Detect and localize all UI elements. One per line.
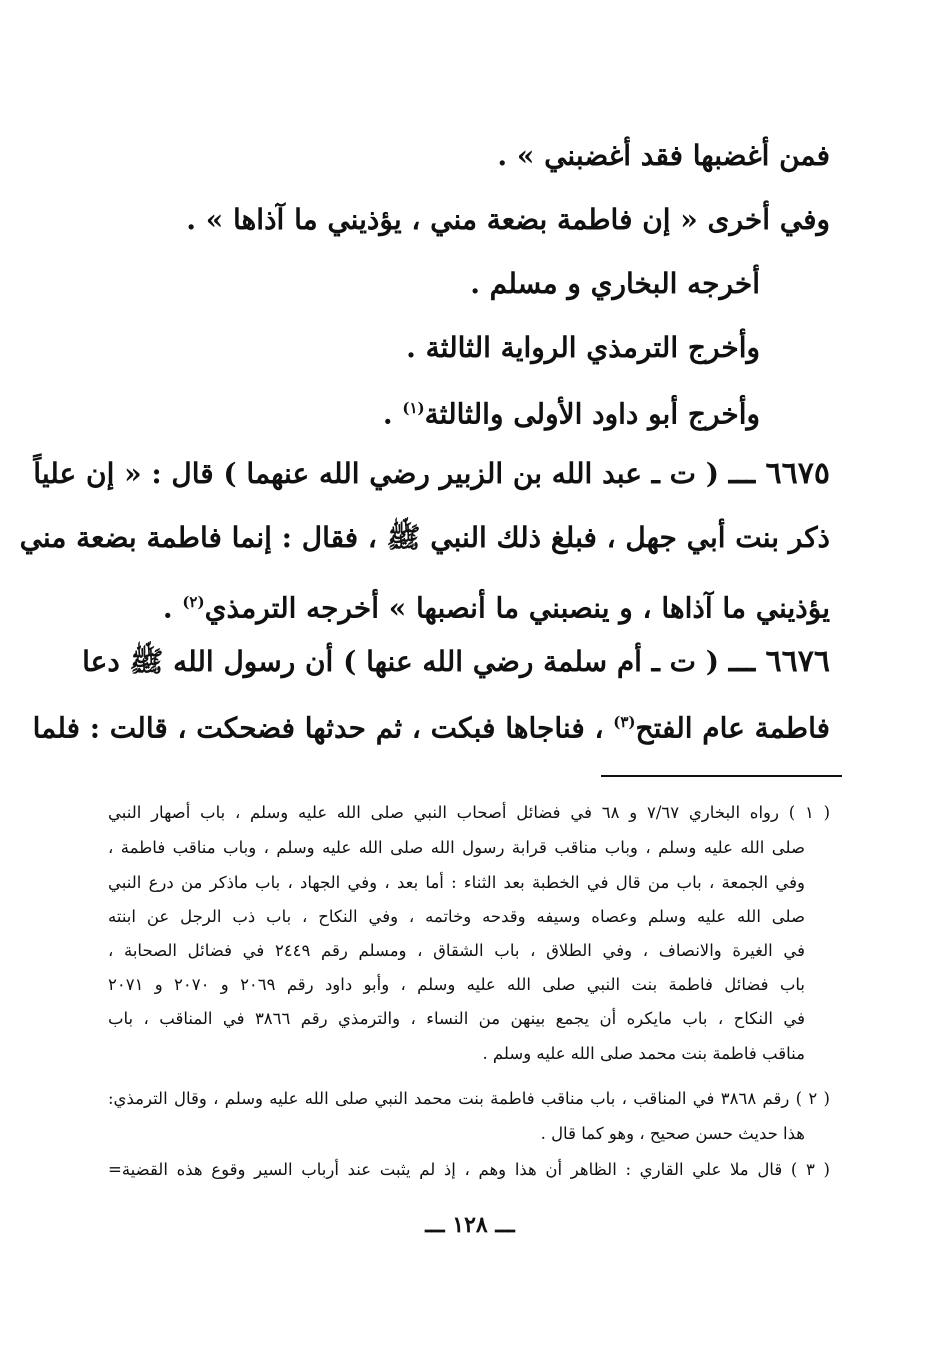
- hadith-6675-text-3: يؤذيني ما آذاها ، و ينصبني ما أنصبها » أخرجه الترمذي: [204, 591, 830, 625]
- hadith-6675-line-2: ذكر بنت أبي جهل ، فبلغ ذلك النبي ﷺ ، فقال : إنما فاطمة بضعة مني: [19, 521, 830, 554]
- footnote-1-line-6: باب فضائل فاطمة بنت النبي صلى الله عليه وسلم ، وأبو داود رقم ٢٠٦٩ و ٢٠٧٠ و ٢٠٧١: [108, 975, 805, 994]
- hadith-6675-line-3: [163, 582, 830, 628]
- footnote-1-line-4: صلى الله عليه وسلم وعصاه وسيفه وقدحه وخاتمه ، وفي النكاح ، باب ذب الرجل عن ابنته: [108, 907, 805, 926]
- hadith-number-6675: ٦٦٧٥ ـــ: [728, 456, 830, 491]
- footnote-2-line-1: ( ٢ ) رقم ٣٨٦٨ في المناقب ، باب مناقب فاطمة بنت محمد النبي صلى الله عليه وسلم ، وقال الترمذي:: [108, 1089, 830, 1108]
- body-line-5-text: وأخرج أبو داود الأولى والثالثة: [424, 397, 760, 431]
- footnote-2-line-2: هذا حديث حسن صحيح ، وهو كما قال .: [540, 1124, 805, 1143]
- footnote-3-line-1: ( ٣ ) قال ملا علي القاري : الظاهر أن هذا وهم ، إذ لم يثبت عند أرباب السير وقوع هذه القضية=: [108, 1160, 830, 1179]
- hadith-number-6676: ٦٦٧٦ ـــ: [728, 644, 830, 679]
- footnote-1-line-1: ( ١ ) رواه البخاري ٧/٦٧ و ٦٨ في فضائل أصحاب النبي صلى الله عليه وسلم ، باب أصهار النبي: [108, 803, 831, 822]
- page-number: ـــ ١٢٨ ـــ: [425, 1212, 515, 1238]
- footnote-1-line-8: مناقب فاطمة بنت محمد صلى الله عليه وسلم .: [482, 1044, 805, 1063]
- hadith-6675-line-1: [33, 454, 830, 494]
- footnote-1-line-3: وفي الجمعة ، باب من قال في الخطبة بعد الثناء : أما بعد ، وفي الجهاد ، باب ماذكر من درع النبي: [108, 873, 805, 892]
- footnote-ref-2: (٢): [182, 593, 205, 611]
- body-line-5-end: .: [382, 397, 393, 431]
- footnote-ref-3: (٣): [613, 713, 636, 731]
- body-line-5: [383, 388, 760, 434]
- body-line-1: فمن أغضبها فقد أغضبني » .: [497, 139, 830, 172]
- hadith-6675-text-1: ( ت ـ عبد الله بن الزبير رضي الله عنهما ) قال : « إن علياً: [33, 457, 719, 490]
- footnote-divider: [601, 775, 842, 777]
- hadith-6676-line-1: [82, 642, 830, 682]
- hadith-6676-text-2b: ، فناجاها فبكت ، ثم حدثها فضحكت ، قالت : فلما: [32, 711, 604, 745]
- hadith-6676-line-2: [32, 702, 830, 748]
- body-line-2: وفي أخرى « إن فاطمة بضعة مني ، يؤذيني ما آذاها » .: [186, 203, 830, 236]
- body-line-3: أخرجه البخاري و مسلم .: [470, 267, 760, 300]
- hadith-6676-text-1: ( ت ـ أم سلمة رضي الله عنها ) أن رسول الله ﷺ دعا: [82, 645, 719, 678]
- footnote-ref-1: (١): [402, 399, 425, 417]
- footnote-1-line-2: صلى الله عليه وسلم ، وباب مناقب قرابة رسول الله صلى الله عليه وسلم ، وباب مناقب فاطمة ،: [108, 838, 805, 857]
- body-line-4: وأخرج الترمذي الرواية الثالثة .: [406, 331, 760, 364]
- footnote-1-line-5: في الغيرة والانصاف ، وفي الطلاق ، باب الشقاق ، ومسلم رقم ٢٤٤٩ في فضائل الصحابة ،: [108, 941, 806, 960]
- hadith-6675-end: .: [162, 591, 173, 625]
- footnote-1-line-7: في النكاح ، باب مايكره أن يجمع بينهن من النساء ، والترمذي رقم ٣٨٦٦ في المناقب ، باب: [108, 1009, 805, 1028]
- hadith-6676-text-2a: فاطمة عام الفتح: [635, 711, 830, 745]
